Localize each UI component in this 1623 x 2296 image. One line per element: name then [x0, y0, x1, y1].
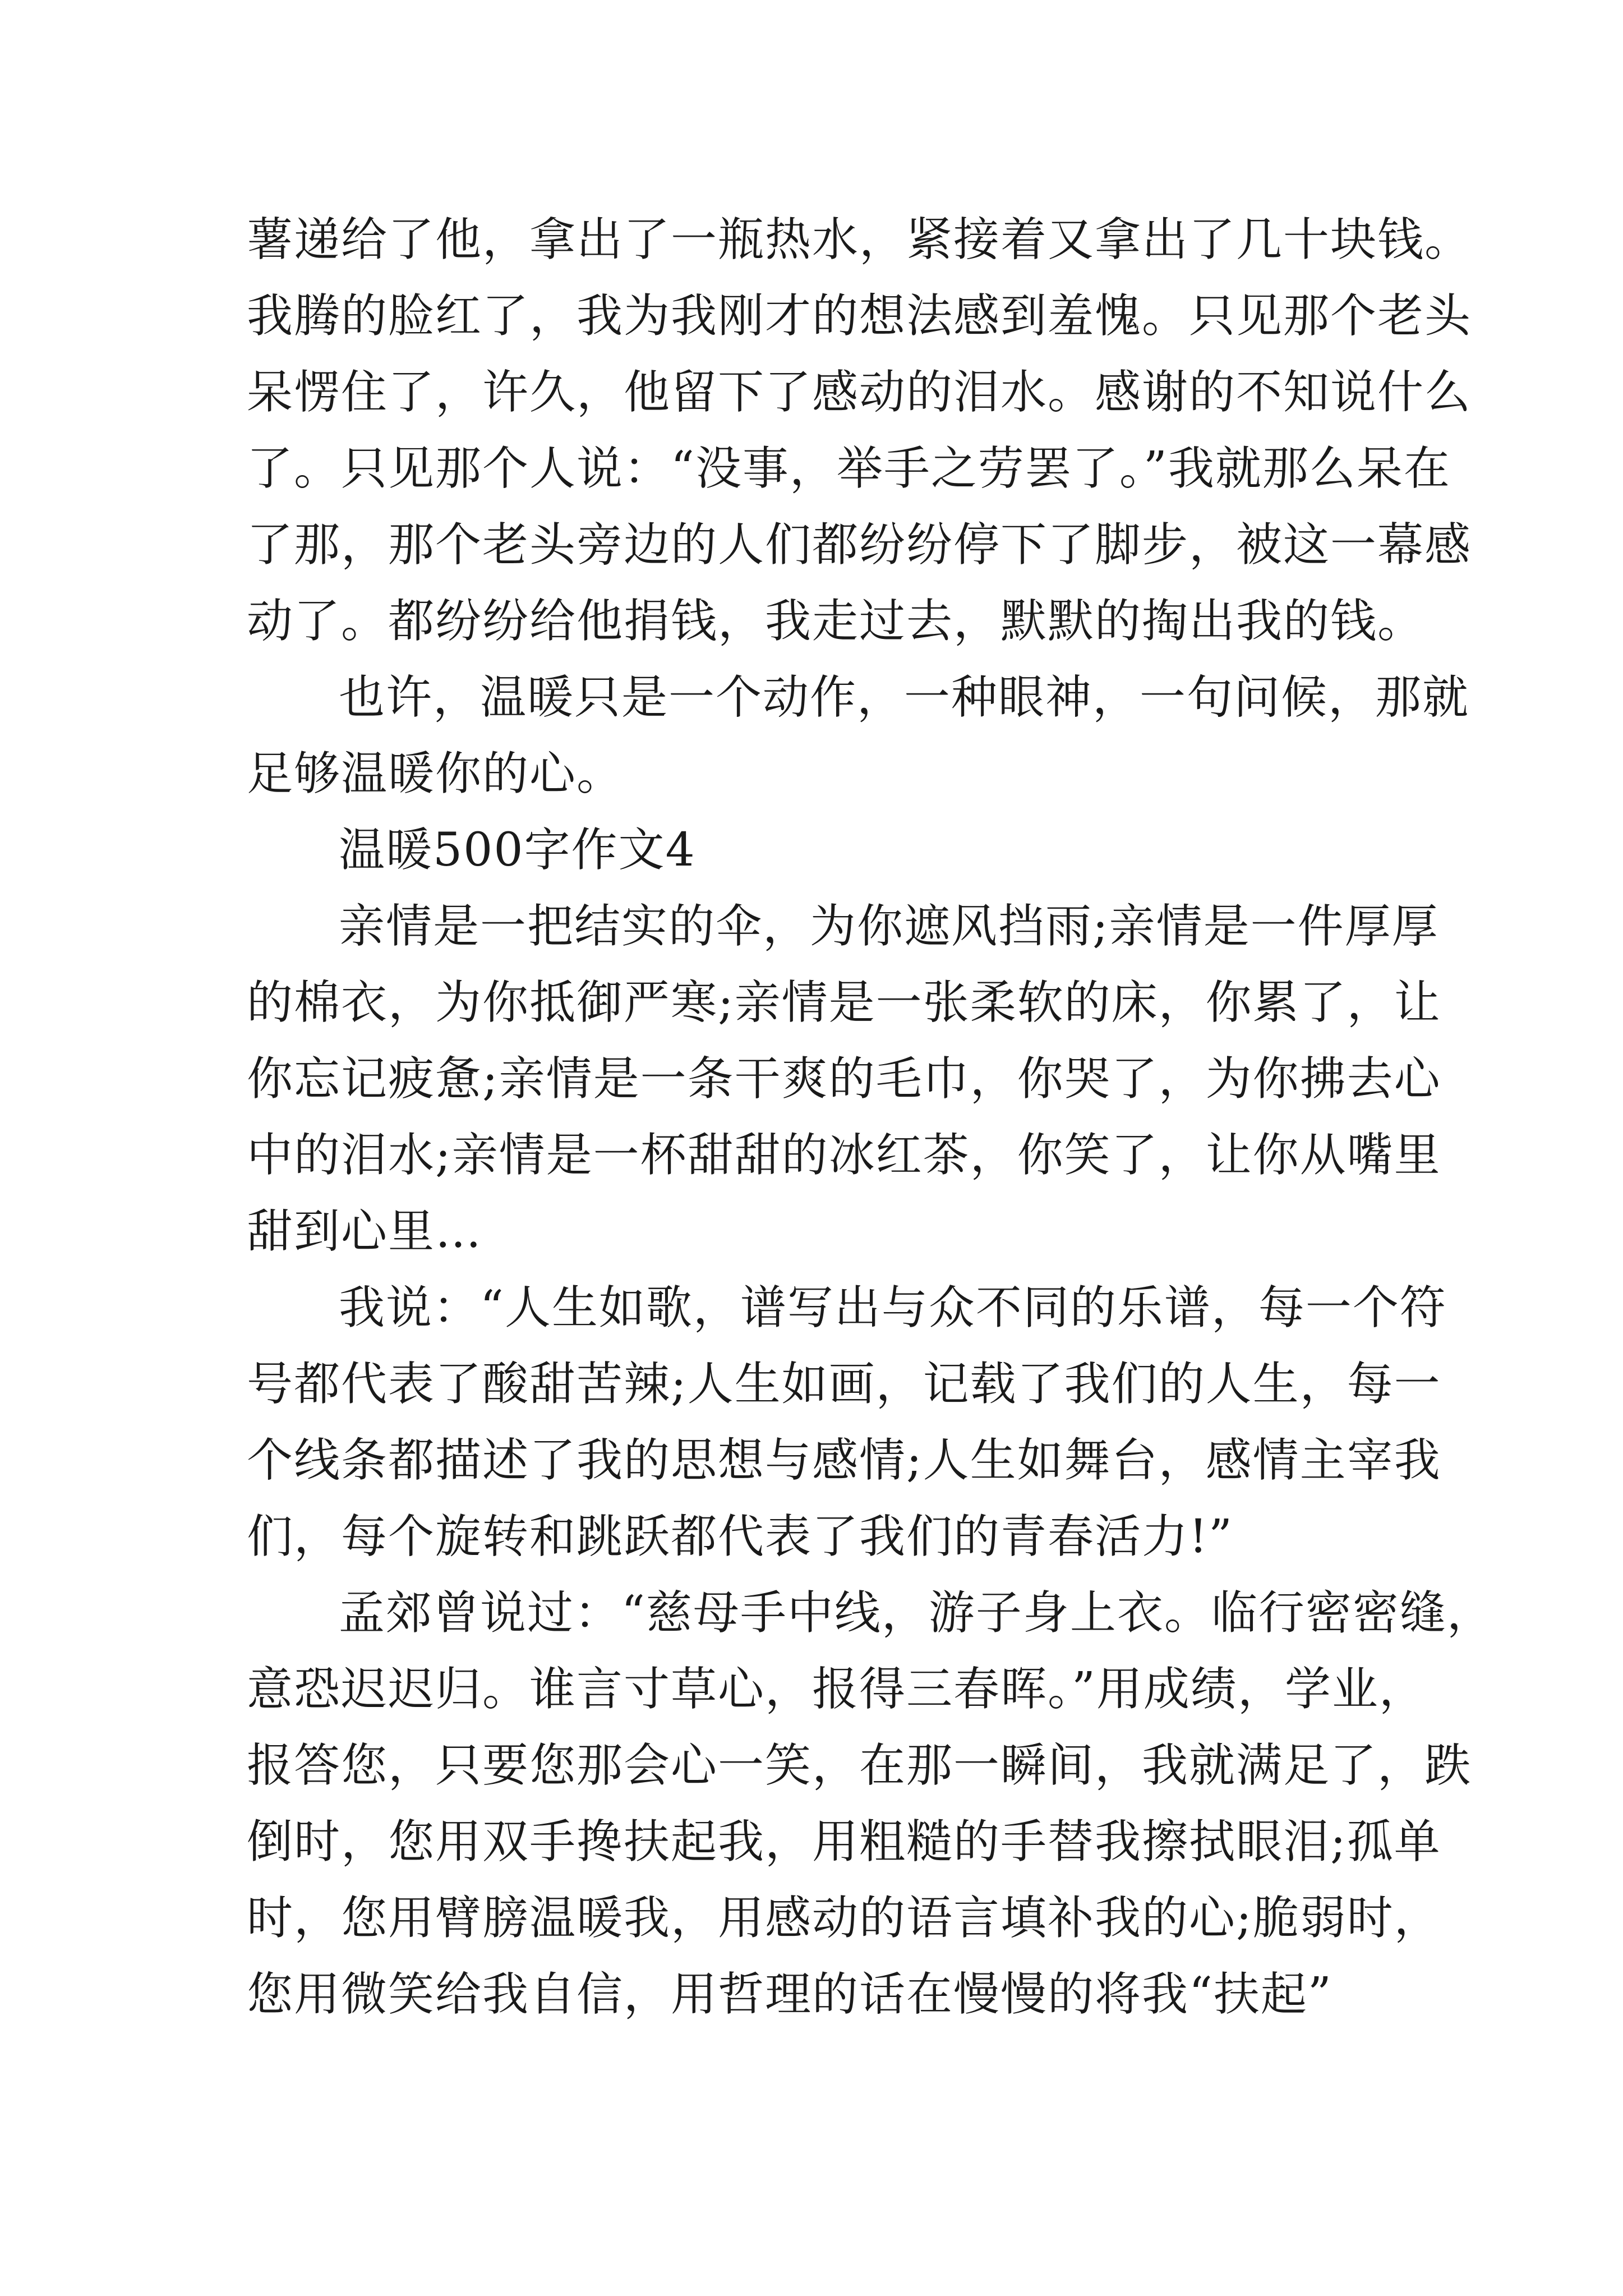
text-line: 孟郊曾说过：“慈母手中线，游子身上衣。临行密密缝，	[339, 1586, 1494, 1640]
text-line: 个线条都描述了我的思想与感情;人生如舞台，感情主宰我	[247, 1434, 1441, 1487]
text-line: 时，您用臂膀温暖我，用感动的语言填补我的心;脆弱时，	[247, 1892, 1441, 1945]
text-line: 我腾的脸红了，我为我刚才的想法感到羞愧。只见那个老头	[247, 289, 1472, 343]
text-line: 甜到心里…	[247, 1205, 483, 1258]
text-line: 也许，温暖只是一个动作，一种眼神，一句问候，那就	[339, 671, 1470, 724]
text-line: 亲情是一把结实的伞，为你遮风挡雨;亲情是一件厚厚	[339, 900, 1439, 953]
text-line: 你忘记疲惫;亲情是一条干爽的毛巾，你哭了，为你拂去心	[247, 1052, 1441, 1106]
text-line: 温暖500字作文4	[339, 823, 696, 877]
text-line: 动了。都纷纷给他捐钱，我走过去，默默的掏出我的钱。	[247, 595, 1425, 648]
text-line: 的棉衣，为你抵御严寒;亲情是一张柔软的床，你累了，让	[247, 976, 1441, 1029]
text-line: 倒时，您用双手搀扶起我，用粗糙的手替我擦拭眼泪;孤单	[247, 1815, 1441, 1869]
text-line: 中的泪水;亲情是一杯甜甜的冰红茶，你笑了，让你从嘴里	[247, 1129, 1441, 1182]
text-line: 意恐迟迟归。谁言寸草心，报得三春晖。”用成绩，学业，	[247, 1663, 1426, 1716]
text-line: 您用微笑给我自信，用哲理的话在慢慢的将我“扶起”	[247, 1968, 1332, 2021]
text-line: 了那，那个老头旁边的人们都纷纷停下了脚步，被这一幕感	[247, 518, 1472, 572]
text-line: 报答您，只要您那会心一笑，在那一瞬间，我就满足了，跌	[247, 1739, 1472, 1792]
text-line: 足够温暖你的心。	[247, 747, 624, 800]
text-line: 薯递给了他，拿出了一瓶热水，紧接着又拿出了几十块钱。	[247, 213, 1472, 266]
text-line: 了。只见那个人说：“没事，举手之劳罢了。”我就那么呆在	[247, 442, 1451, 495]
text-line: 号都代表了酸甜苦辣;人生如画，记载了我们的人生，每一	[247, 1358, 1441, 1411]
text-line: 呆愣住了，许久，他留下了感动的泪水。感谢的不知说什么	[247, 366, 1472, 419]
body-text	[247, 202, 1494, 2033]
text-line: 们，每个旋转和跳跃都代表了我们的青春活力!”	[247, 1510, 1233, 1563]
text-line: 我说：“人生如歌，谱写出与众不同的乐谱，每一个符	[339, 1281, 1447, 1335]
